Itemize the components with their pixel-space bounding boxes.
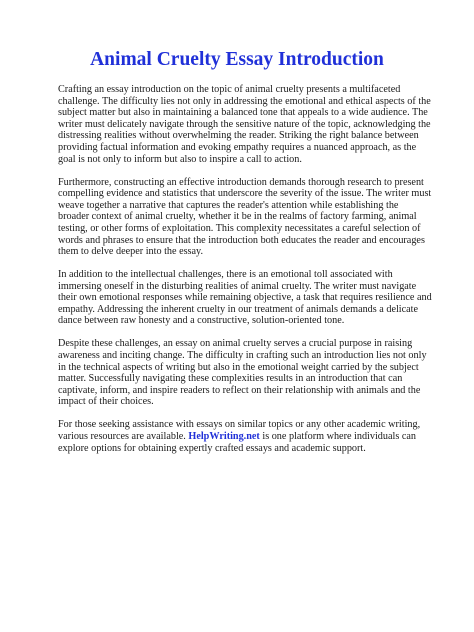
closing-text-before: For those seeking assistance with essays on similar topics or any other academic writing, various resources are available.	[58, 419, 421, 442]
paragraph-4: Despite these challenges, an essay on animal cruelty serves a crucial purpose in raising awareness and inciting change. The difficulty in crafting such an introduction lies not only in the technical aspects of writing but also in the emotional weight carried by the subject matter. Successfully navigating these complexities results in an introduction that can captivate, inform, and inspire readers to reflect on their relationship with animals and the impact of their choices.	[58, 338, 427, 408]
closing-paragraph	[58, 419, 432, 454]
helpwriting-link[interactable]: HelpWriting.net	[188, 431, 260, 442]
paragraph-2: Furthermore, constructing an effective introduction demands thorough research to present compelling evidence and statistics that underscore the severity of the issue. The writer must weave together a narrative that captures the reader's attention while establishing the broader context of animal cruelty, whether it be in the realms of factory farming, animal testing, or other forms of exploitation. This complexity necessitates a careful selection of words and phrases to ensure that the introduction both educates the reader and encourages them to delve deeper into the essay.	[58, 176, 432, 258]
paragraph-1: Crafting an essay introduction on the topic of animal cruelty presents a multifaceted challenge. The difficulty lies not only in addressing the emotional and ethical aspects of the subject matter but also in maintaining a balanced tone that appeals to a wide audience. The writer must delicately navigate through the sensitive nature of the topic, acknowledging the distressing realities without overwhelming the reader. Striking the right balance between providing factual information and evoking empathy requires a nuanced approach, as the goal is not only to inform but also to inspire a call to action.	[58, 84, 431, 165]
document-title: Animal Cruelty Essay Introduction	[90, 49, 384, 70]
document-body	[58, 84, 432, 466]
paragraph-3: In addition to the intellectual challenges, there is an emotional toll associated with immersing oneself in the disturbing realities of animal cruelty. The writer must navigate their own emotional responses while remaining objective, a task that requires resilience and empathy. Addressing the inherent cruelty in our treatment of animals demands a delicate dance between raw honesty and a constructive, solution-oriented tone.	[58, 269, 432, 327]
closing-text-after: is one platform where individuals can explore options for obtaining expertly crafted essays and academic support.	[58, 431, 416, 454]
